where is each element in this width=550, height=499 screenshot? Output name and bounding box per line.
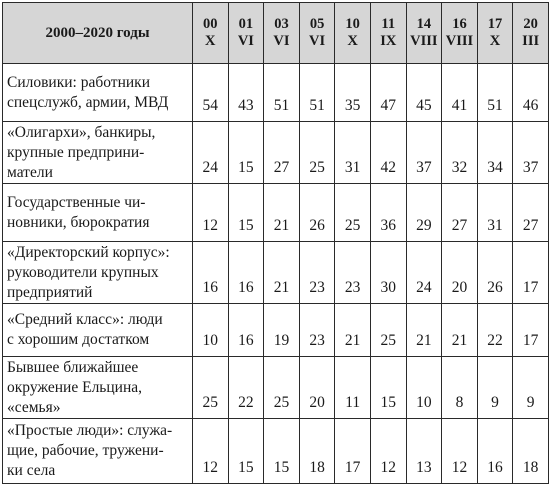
row-label-line: щие, рабочие, тружени- — [7, 442, 164, 459]
value-cell: 54 — [193, 64, 229, 122]
year-label: 00 — [203, 16, 218, 32]
row-label-line: Государственные чи- — [7, 193, 146, 211]
value-cell: 23 — [299, 242, 335, 304]
year-label: 03 — [274, 16, 289, 32]
year-label: 05 — [309, 16, 325, 32]
value-cell: 21 — [264, 184, 300, 242]
date-column-header — [193, 3, 229, 64]
value-cell: 15 — [228, 419, 264, 484]
value-cell: 15 — [228, 122, 264, 184]
value-cell: 10 — [193, 304, 229, 357]
month-label: X — [347, 33, 358, 49]
table-row — [3, 184, 549, 242]
value-cell: 27 — [513, 184, 549, 242]
row-label-line: новники, бюрократия — [7, 213, 150, 231]
value-cell: 21 — [264, 242, 300, 304]
value-cell: 16 — [193, 242, 229, 304]
row-label-line: Силовики: работники — [7, 73, 150, 91]
date-column-header — [370, 3, 406, 64]
date-column-header — [442, 3, 478, 64]
header-row — [3, 3, 549, 64]
value-cell: 31 — [477, 184, 513, 242]
row-label — [3, 242, 193, 304]
value-cell: 17 — [335, 419, 371, 484]
row-label-line: «Олигархи», банкиры, — [7, 123, 156, 141]
value-cell: 25 — [193, 357, 229, 419]
value-cell: 23 — [299, 304, 335, 357]
row-label-line: спецслужб, армии, МВД — [7, 93, 169, 111]
year-label: 11 — [381, 16, 396, 32]
value-cell: 51 — [264, 64, 300, 122]
value-cell: 24 — [406, 242, 442, 304]
row-label-line: матели — [7, 163, 53, 181]
month-label: X — [205, 33, 216, 49]
month-label: VI — [237, 33, 254, 49]
value-cell: 12 — [193, 419, 229, 484]
value-cell: 20 — [442, 242, 478, 304]
table-row — [3, 242, 549, 304]
value-cell: 46 — [513, 64, 549, 122]
value-cell: 35 — [335, 64, 371, 122]
value-cell: 25 — [264, 357, 300, 419]
value-cell: 25 — [299, 122, 335, 184]
value-cell: 31 — [335, 122, 371, 184]
value-cell: 9 — [477, 357, 513, 419]
value-cell: 47 — [370, 64, 406, 122]
value-cell: 30 — [370, 242, 406, 304]
value-cell: 8 — [442, 357, 478, 419]
row-label — [3, 419, 193, 484]
date-column-header — [406, 3, 442, 64]
year-label: 16 — [452, 16, 467, 32]
value-cell: 37 — [513, 122, 549, 184]
value-cell: 15 — [264, 419, 300, 484]
table-row — [3, 419, 549, 484]
row-label-line: с хорошим достатком — [7, 331, 150, 348]
row-label — [3, 304, 193, 357]
value-cell: 19 — [264, 304, 300, 357]
year-label: 17 — [487, 16, 503, 32]
row-label-line: «семья» — [7, 398, 61, 416]
value-cell: 29 — [406, 184, 442, 242]
row-label-line: крупные предприни- — [7, 143, 145, 161]
value-cell: 15 — [228, 184, 264, 242]
row-label-line: руководители крупных — [7, 263, 159, 281]
date-column-header — [299, 3, 335, 64]
value-cell: 43 — [228, 64, 264, 122]
value-cell: 16 — [477, 419, 513, 484]
value-cell: 34 — [477, 122, 513, 184]
value-cell: 26 — [299, 184, 335, 242]
value-cell: 16 — [228, 304, 264, 357]
row-label-line: Бывшее ближайшее — [7, 358, 139, 376]
survey-table — [2, 2, 549, 484]
year-label: 10 — [345, 16, 360, 32]
value-cell: 9 — [513, 357, 549, 419]
row-label — [3, 64, 193, 122]
month-label: VIII — [410, 33, 438, 49]
value-cell: 16 — [228, 242, 264, 304]
value-cell: 45 — [406, 64, 442, 122]
value-cell: 21 — [442, 304, 478, 357]
row-label-line: «Простые люди»: служа- — [7, 422, 173, 439]
row-label — [3, 357, 193, 419]
value-cell: 27 — [264, 122, 300, 184]
row-label — [3, 122, 193, 184]
period-header: 2000–2020 годы — [3, 3, 193, 64]
table-body — [3, 64, 549, 484]
row-label — [3, 184, 193, 242]
value-cell: 15 — [370, 357, 406, 419]
value-cell: 17 — [513, 304, 549, 357]
row-label-line: предприятий — [7, 283, 93, 301]
value-cell: 18 — [299, 419, 335, 484]
value-cell: 36 — [370, 184, 406, 242]
survey-table-container — [2, 2, 549, 484]
month-label: III — [522, 33, 540, 49]
year-label: 14 — [416, 16, 432, 32]
row-label-line: «Директорский корпус»: — [7, 243, 170, 261]
value-cell: 42 — [370, 122, 406, 184]
value-cell: 23 — [335, 242, 371, 304]
table-row — [3, 357, 549, 419]
value-cell: 32 — [442, 122, 478, 184]
value-cell: 10 — [406, 357, 442, 419]
value-cell: 13 — [406, 419, 442, 484]
value-cell: 12 — [370, 419, 406, 484]
date-column-header — [477, 3, 513, 64]
value-cell: 27 — [442, 184, 478, 242]
month-label: VI — [273, 33, 290, 49]
value-cell: 22 — [228, 357, 264, 419]
value-cell: 41 — [442, 64, 478, 122]
month-label: VI — [309, 33, 326, 49]
row-label-line: «Средний класс»: люди — [7, 311, 163, 328]
value-cell: 22 — [477, 304, 513, 357]
date-column-header — [228, 3, 264, 64]
value-cell: 20 — [299, 357, 335, 419]
month-label: VIII — [445, 33, 474, 49]
value-cell: 21 — [335, 304, 371, 357]
value-cell: 12 — [193, 184, 229, 242]
value-cell: 11 — [335, 357, 371, 419]
value-cell: 18 — [513, 419, 549, 484]
value-cell: 21 — [406, 304, 442, 357]
date-column-header — [335, 3, 371, 64]
table-row — [3, 304, 549, 357]
year-label: 01 — [238, 16, 254, 32]
date-column-header — [264, 3, 300, 64]
value-cell: 51 — [299, 64, 335, 122]
row-label-line: окружение Ельцина, — [7, 378, 143, 396]
value-cell: 25 — [335, 184, 371, 242]
value-cell: 26 — [477, 242, 513, 304]
date-column-header — [513, 3, 549, 64]
table-row — [3, 64, 549, 122]
table-row — [3, 122, 549, 184]
row-label-line: ки села — [7, 462, 56, 479]
value-cell: 12 — [442, 419, 478, 484]
value-cell: 24 — [193, 122, 229, 184]
value-cell: 37 — [406, 122, 442, 184]
year-label: 20 — [523, 16, 538, 32]
month-label: IX — [380, 33, 397, 49]
value-cell: 17 — [513, 242, 549, 304]
month-label: X — [489, 33, 501, 49]
value-cell: 51 — [477, 64, 513, 122]
value-cell: 25 — [370, 304, 406, 357]
